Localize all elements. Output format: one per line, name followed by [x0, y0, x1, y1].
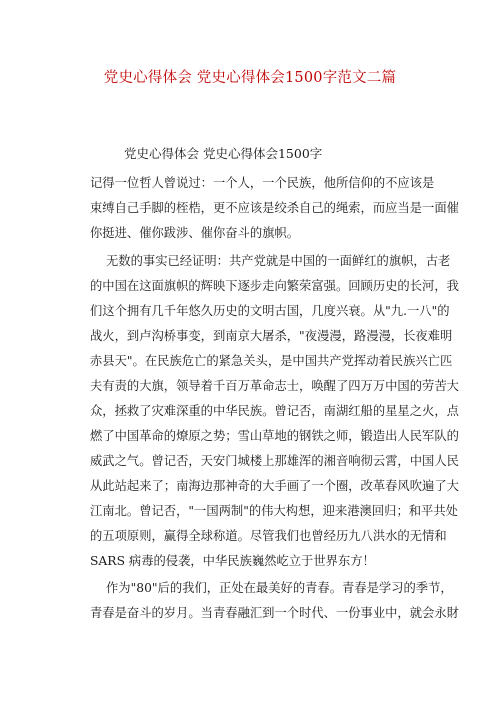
paragraph-line: 你挺进、催你跋涉、催你奋斗的旗帜。	[90, 226, 300, 240]
paragraph-line: 的中国在这面旗帜的辉映下逐步走向繁荣富强。回顾历史的长河，我	[90, 279, 459, 293]
paragraph-line: 们这个拥有几千年悠久历史的文明古国，几度兴衰。从"九.一八"的	[90, 304, 450, 318]
paragraph-line: 作为"80"后的我们，正处在最美好的青春。青春是学习的季节，	[106, 581, 453, 595]
paragraph-line: 赤县天"。在民族危亡的紧急关头，是中国共产党挥动着民族兴亡匹	[90, 354, 453, 368]
paragraph-line: SARS 病毒的侵袭，中华民族巍然屹立于世界东方！	[90, 554, 375, 568]
paragraph-line: 战火，到卢沟桥事变，到南京大屠杀，"夜漫漫，路漫漫，长夜难明	[90, 329, 453, 343]
paragraph-line: 江南北。曾记否，"一国两制"的伟大构想，迎来港澳回归；和平共处	[90, 504, 458, 518]
paragraph-line: 从此站起来了；南海边那神奇的大手画了一个圈，改革春风吹遍了大	[90, 479, 459, 493]
document-subtitle: 党史心得体会 党史心得体会1500字	[124, 146, 323, 161]
paragraph-line: 威武之气。曾记否，天安门城楼上那雄浑的湘音响彻云霄，中国人民	[90, 454, 459, 468]
paragraph-line: 的五项原则，赢得全球称道。尽管我们也曾经历九八洪水的无情和	[90, 529, 447, 543]
paragraph-line: 无数的事实已经证明：共产党就是中国的一面鲜红的旗帜，古老	[106, 254, 451, 268]
paragraph-line: 记得一位哲人曾说过：一个人，一个民族，他所信仰的不应该是	[90, 176, 435, 190]
paragraph-line: 夫有责的大旗，领导着千百万革命志士，唤醒了四万万中国的劳苦大	[90, 379, 459, 393]
document-title: 党史心得体会 党史心得体会1500字范文二篇	[103, 70, 397, 86]
paragraph-line: 燃了中国革命的燎原之势；雪山草地的钢铁之师，锻造出人民军队的	[90, 429, 459, 443]
paragraph-line: 众，拯救了灾难深重的中华民族。曾记否，南湖红船的星星之火，点	[90, 404, 459, 418]
paragraph-line: 青春是奋斗的岁月。当青春融汇到一个时代、一份事业中，就会永財	[90, 606, 459, 620]
paragraph-line: 束缚自己手脚的桎梏，更不应该是绞杀自己的绳索，而应当是一面催	[90, 201, 459, 215]
